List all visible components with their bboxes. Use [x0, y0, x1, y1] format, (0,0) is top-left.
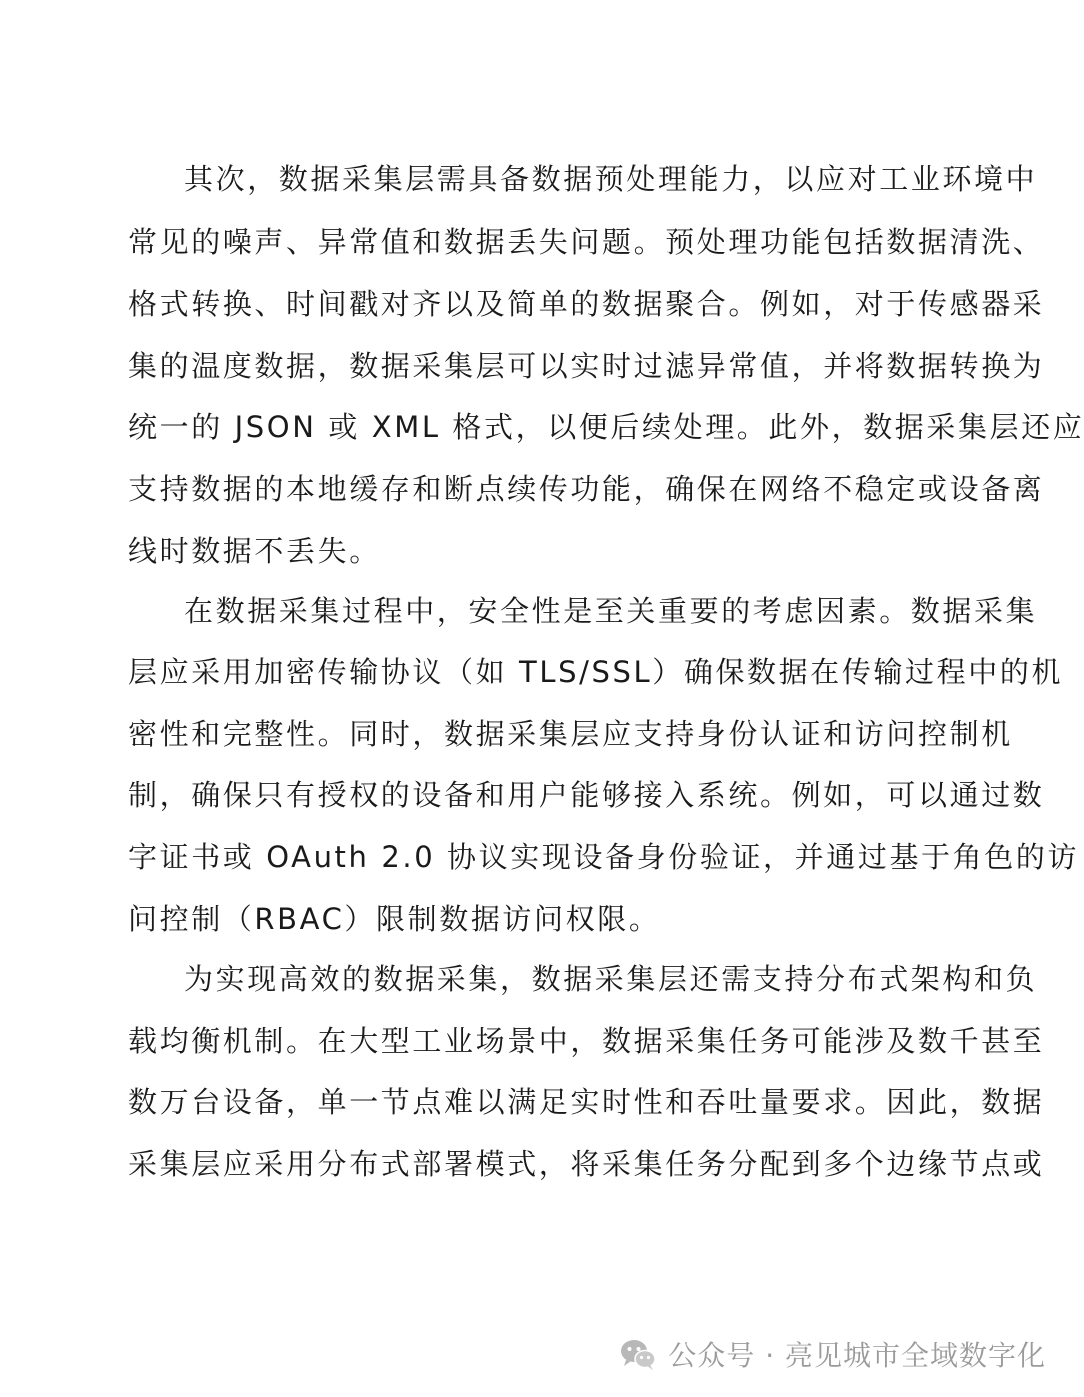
paragraph-2-line-4: 制，确保只有授权的设备和用户能够接入系统。例如，可以通过数	[128, 778, 1045, 812]
paragraph-2-line-5: 字证书或 OAuth 2.0 协议实现设备身份验证，并通过基于角色的访	[128, 840, 1080, 874]
paragraph-3-line-3: 数万台设备，单一节点难以满足实时性和吞吐量要求。因此，数据	[128, 1085, 1045, 1119]
paragraph-2-line-6: 问控制（RBAC）限制数据访问权限。	[128, 902, 661, 936]
paragraph-3-line-1: 为实现高效的数据采集，数据采集层还需支持分布式架构和负	[184, 962, 1038, 996]
watermark-text: 公众号 · 亮见城市全域数字化	[668, 1339, 1046, 1372]
paragraph-1-line-2: 常见的噪声、异常值和数据丢失问题。预处理功能包括数据清洗、	[128, 225, 1045, 259]
paragraph-2-line-2: 层应采用加密传输协议（如 TLS/SSL）确保数据在传输过程中的机	[128, 655, 1064, 689]
paragraph-1-line-7: 线时数据不丢失。	[128, 534, 381, 568]
paragraph-3-line-2: 载均衡机制。在大型工业场景中，数据采集任务可能涉及数千甚至	[128, 1024, 1045, 1058]
paragraph-3-line-4: 采集层应采用分布式部署模式，将采集任务分配到多个边缘节点或	[128, 1147, 1045, 1181]
paragraph-1-line-1: 其次，数据采集层需具备数据预处理能力，以应对工业环境中	[184, 162, 1038, 196]
paragraph-1-line-3: 格式转换、时间戳对齐以及简单的数据聚合。例如，对于传感器采	[128, 287, 1045, 321]
paragraph-1-line-6: 支持数据的本地缓存和断点续传功能，确保在网络不稳定或设备离	[128, 472, 1045, 506]
paragraph-1-line-4: 集的温度数据，数据采集层可以实时过滤异常值，并将数据转换为	[128, 349, 1045, 383]
wechat-icon	[618, 1334, 658, 1374]
watermark	[618, 1330, 1046, 1378]
paragraph-2-line-1: 在数据采集过程中，安全性是至关重要的考虑因素。数据采集	[184, 594, 1038, 628]
paragraph-1-line-5: 统一的 JSON 或 XML 格式，以便后续处理。此外，数据采集层还应	[128, 410, 1084, 444]
paragraph-2-line-3: 密性和完整性。同时，数据采集层应支持身份认证和访问控制机	[128, 717, 1013, 751]
